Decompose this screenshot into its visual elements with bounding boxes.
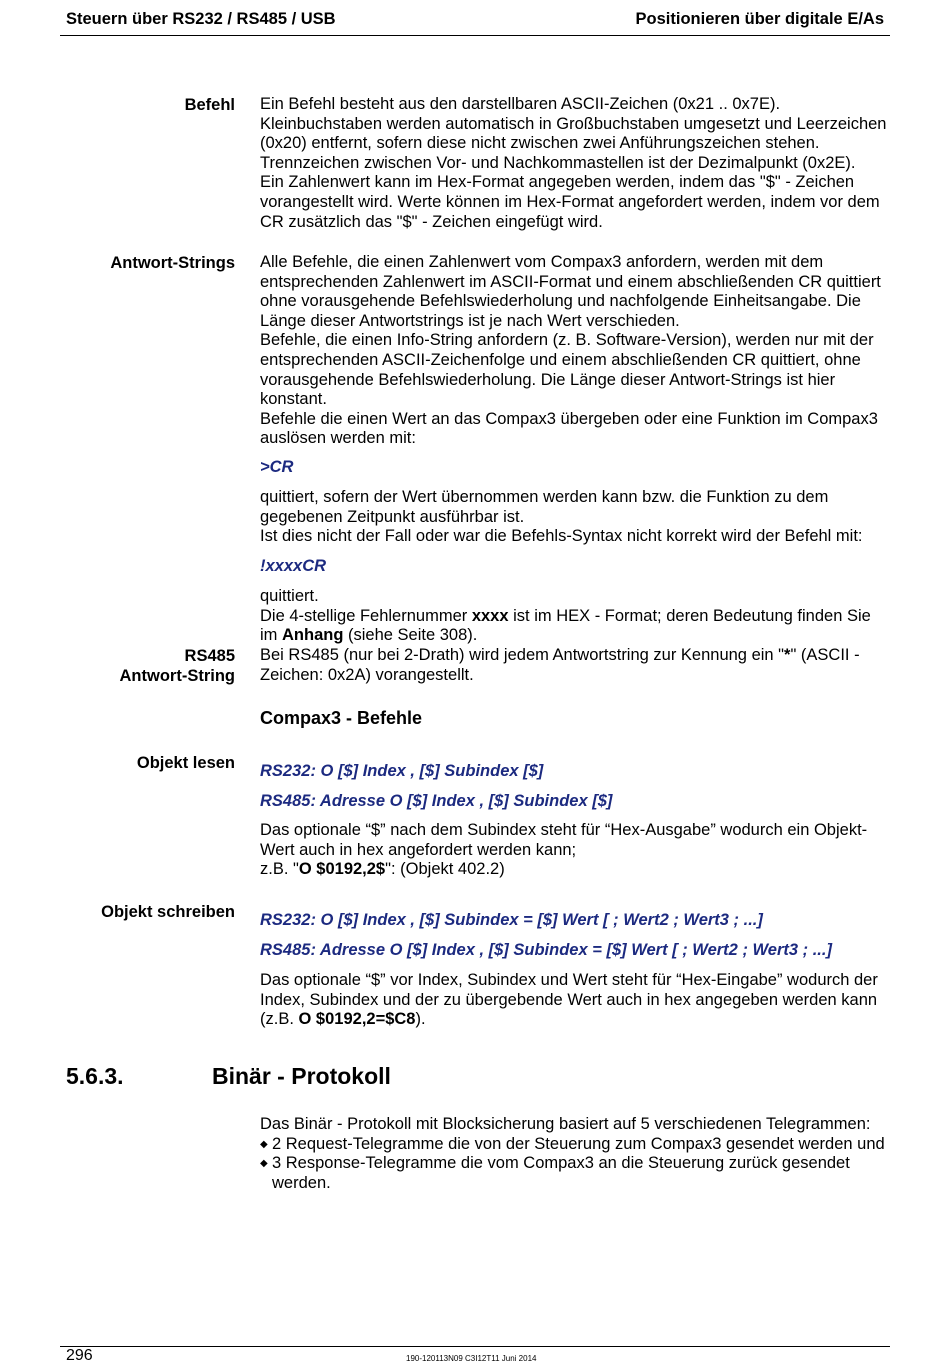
antwort-text-2 (260, 488, 890, 547)
lesen-paragraph-2 (260, 860, 890, 880)
antwort-text-3 (260, 587, 890, 646)
page-number: 296 (66, 1347, 93, 1364)
text-span: ). (415, 1010, 426, 1029)
lesen-paragraph-1: Das optionale “$” nach dem Subindex steht für “Hex-Ausgabe” wodurch ein Objekt-Wert auch in hex angefordert werden kann; (260, 821, 868, 859)
margin-label-befehl: Befehl (184, 96, 235, 114)
befehl-paragraph-3: Ein Zahlenwert kann im Hex-Format angegeben werden, indem das "$" - Zeichen vorangestellt wird. Werte können im Hex-Format angefordert werden, indem vor dem CR zusätzlich das "$" - Zeichen eingefügt wird. (260, 173, 880, 231)
asterisk-marker: * (784, 646, 791, 664)
text-span: ist im HEX - Format; deren Bedeutung finden Sie im (260, 606, 871, 645)
text-span: (siehe Seite 308). (343, 626, 478, 645)
befehl-text (260, 95, 890, 232)
text-span: Das optionale “$” vor Index, Subindex und Wert steht für “Hex-Eingabe” wodurch der Index, Subindex und der zu übergebende Wert auch in hex angegeben werden kann (z.B. (260, 971, 878, 1029)
list-item-text: 2 Request-Telegramme die von der Steuerung zum Compax3 gesendet werden und (272, 1134, 885, 1153)
antwort-paragraph-7 (260, 607, 890, 646)
list-item (260, 1135, 890, 1155)
lesen-text (260, 821, 890, 880)
write-syntax-rs232: RS232: O [$] Index , [$] Subindex = [$] Wert [ ; Wert2 ; Wert3 ; ...] (260, 911, 763, 929)
text-span: ": (Objekt 402.2) (385, 860, 505, 879)
antwort-text-1 (260, 253, 890, 449)
schreiben-paragraph (260, 971, 890, 1030)
margin-label-antwort-strings: Antwort-Strings (110, 254, 235, 272)
text-span: " (ASCII - Zeichen: 0x2A) vorangestellt. (260, 646, 860, 684)
antwort-paragraph-3: Befehle die einen Wert an das Compax3 übergeben oder eine Funktion im Compax3 auslösen werden mit: (260, 409, 878, 448)
befehl-paragraph-2: Trennzeichen zwischen Vor- und Nachkommastellen ist der Dezimalpunkt (0x2E). (260, 153, 856, 172)
write-syntax-rs485: RS485: Adresse O [$] Index , [$] Subindex = [$] Wert [ ; Wert2 ; Wert3 ; ...] (260, 941, 832, 959)
rs485-text (260, 646, 890, 685)
antwort-paragraph-2: Befehle, die einen Info-String anfordern (z. B. Software-Version), werden nur mit der entsprechenden ASCII-Zeichenfolge und einem abschließenden CR quittiert, ohne vorausgehende Befehlswiederholung. Die Länge dieser Antwort-Strings ist hier konstant. (260, 331, 874, 409)
text-span: Die 4-stellige Fehlernummer (260, 606, 472, 625)
rs485-paragraph (260, 646, 890, 685)
list-item-text: 3 Response-Telegramme die vom Compax3 an die Steuerung zurück gesendet werden. (272, 1154, 850, 1192)
code-error-response: !xxxxCR (260, 557, 327, 575)
section-number: 5.6.3. (66, 1063, 124, 1089)
compax3-commands-heading: Compax3 - Befehle (260, 708, 423, 728)
read-syntax-rs232: RS232: O [$] Index , [$] Subindex [$] (260, 762, 544, 780)
text-span: z.B. " (260, 860, 299, 879)
read-syntax-rs485: RS485: Adresse O [$] Index , [$] Subindex [$] (260, 792, 613, 810)
margin-label-objekt-schreiben: Objekt schreiben (101, 903, 235, 921)
list-item (260, 1154, 890, 1193)
margin-label-rs485-line1: RS485 (184, 647, 235, 665)
diamond-bullet-icon: ◆ (260, 1138, 268, 1150)
antwort-paragraph-1: Alle Befehle, die einen Zahlenwert vom Compax3 anfordern, werden mit dem entsprechenden Zahlenwert im ASCII-Format und einem abschließenden CR quittiert ohne vorausgehende Befehlswiederholung und nachfolgende Einheitsangabe. Die Länge dieser Antwortstrings ist je nach Wert verschieden. (260, 253, 881, 330)
error-number-placeholder: xxxx (471, 606, 509, 625)
section-body (260, 1115, 890, 1193)
margin-label-objekt-lesen: Objekt lesen (136, 754, 235, 772)
document-id: 190-120113N09 C3I12T11 Juni 2014 (406, 1354, 537, 1363)
example-command: O $0192,2=$C8 (298, 1010, 416, 1029)
antwort-paragraph-4: quittiert, sofern der Wert übernommen werden kann bzw. die Funktion zu dem gegebenen Zeitpunkt ausführbar ist. (260, 488, 829, 526)
section-intro: Das Binär - Protokoll mit Blocksicherung basiert auf 5 verschiedenen Telegrammen: (260, 1115, 871, 1133)
margin-label-rs485 (120, 646, 235, 686)
telegram-list (260, 1135, 890, 1194)
schreiben-text (260, 971, 890, 1030)
example-command: O $0192,2$ (298, 860, 386, 879)
section-title: Binär - Protokoll (212, 1063, 391, 1089)
appendix-reference: Anhang (282, 626, 344, 645)
antwort-paragraph-5: Ist dies nicht der Fall oder war die Befehls-Syntax nicht korrekt wird der Befehl mit: (260, 527, 863, 546)
running-header-left: Steuern über RS232 / RS485 / USB (66, 10, 336, 28)
header-divider (60, 35, 890, 36)
running-header-right: Positionieren über digitale E/As (635, 10, 884, 28)
befehl-paragraph-1: Ein Befehl besteht aus den darstellbaren ASCII-Zeichen (0x21 .. 0x7E). Kleinbuchstaben werden automatisch in Großbuchstaben umgesetzt und Leerzeichen (0x20) entfernt, sofern diese nicht zwischen zwei Anführungszeichen stehen. (260, 95, 887, 153)
margin-label-rs485-line2: Antwort-String (119, 667, 235, 685)
footer-divider (60, 1346, 890, 1347)
code-ok-response: >CR (260, 458, 294, 476)
text-span: Bei RS485 (nur bei 2-Drath) wird jedem Antwortstring zur Kennung ein " (260, 646, 785, 664)
antwort-paragraph-6: quittiert. (260, 587, 319, 605)
diamond-bullet-icon: ◆ (260, 1158, 268, 1170)
